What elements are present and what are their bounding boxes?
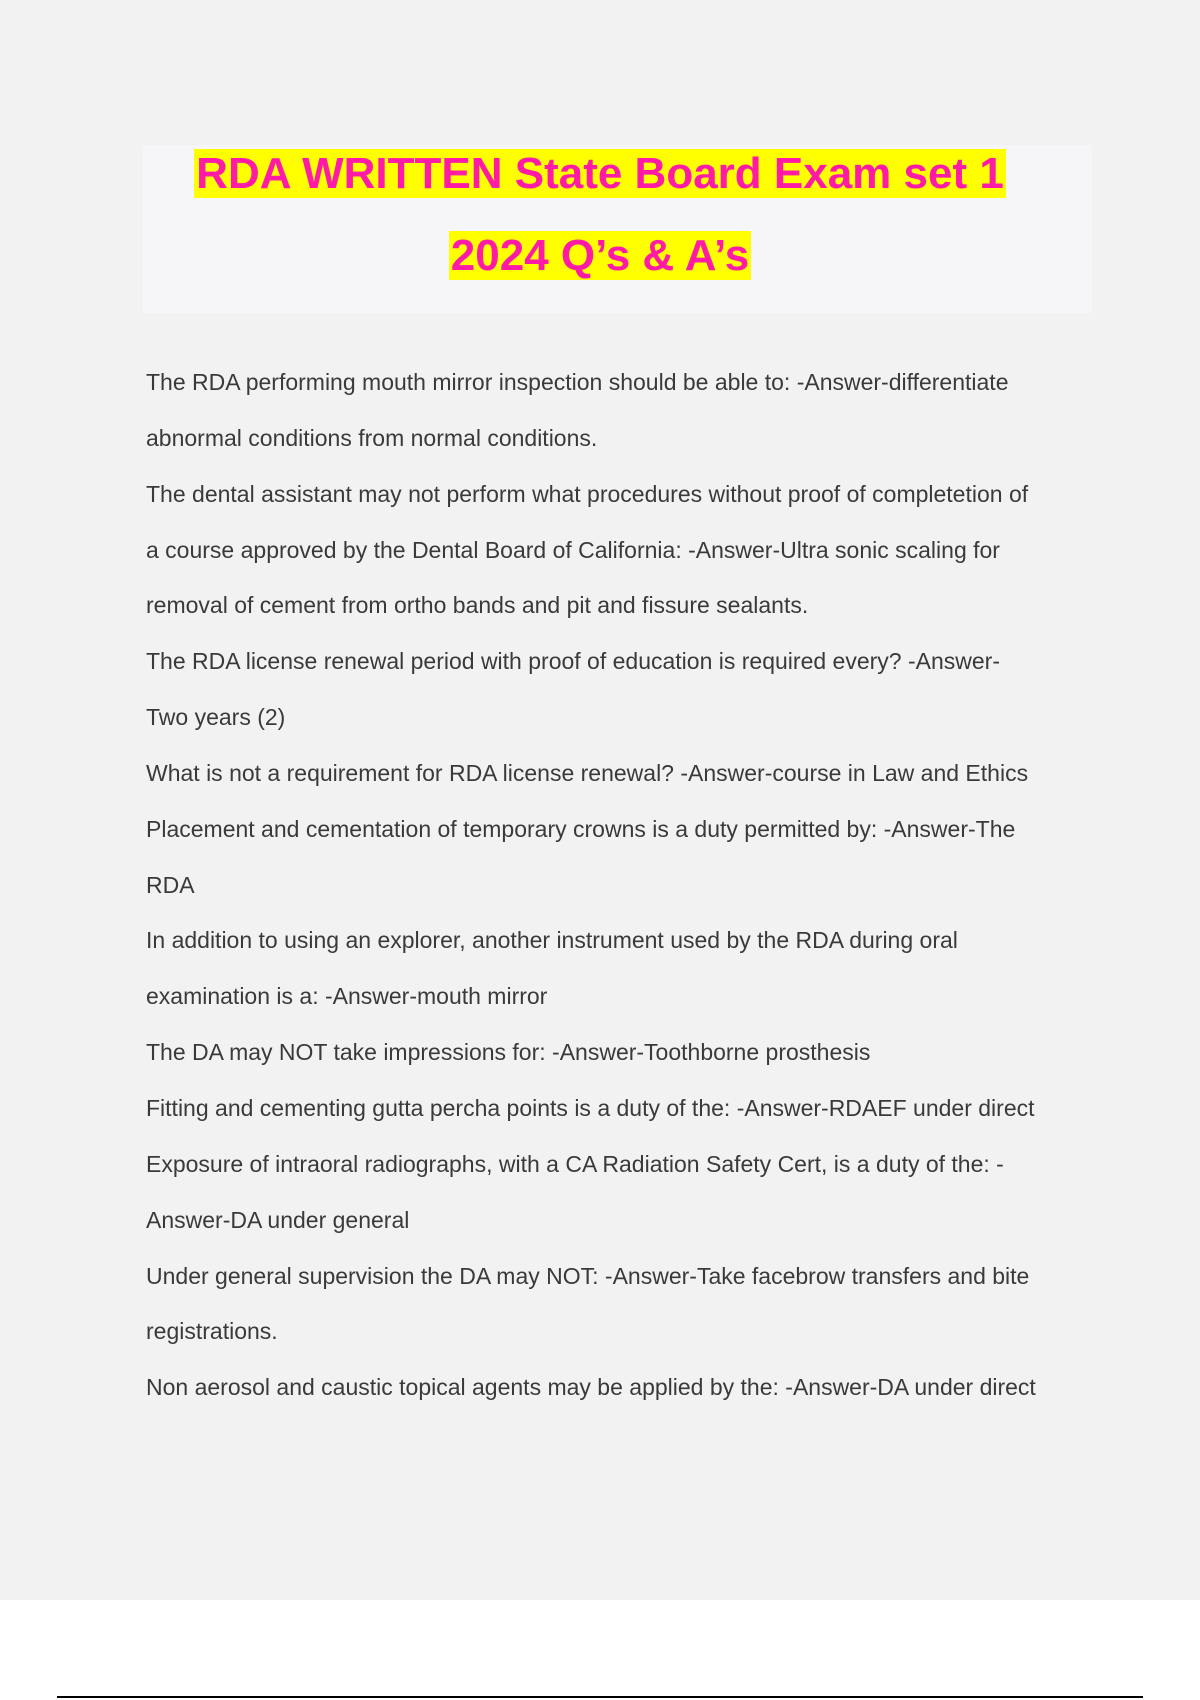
document-title-line-1 [0,148,1200,200]
text-line: Non aerosol and caustic topical agents may be applied by the: -Answer-DA under direct [146,1374,1036,1401]
text-line: What is not a requirement for RDA license renewal? -Answer-course in Law and Ethics [146,759,1029,786]
text-line: removal of cement from ortho bands and pit and fissure sealants. [146,592,809,619]
text-line: The RDA performing mouth mirror inspection should be able to: -Answer-differentiate [146,369,1009,395]
text-line: The RDA license renewal period with proof of education is required every? -Answer- [146,648,1000,675]
text-line: a course approved by the Dental Board of California: -Answer-Ultra sonic scaling for [146,536,1000,563]
document-title-line-2 [0,230,1200,282]
text-line: In addition to using an explorer, another instrument used by the RDA during oral [146,927,958,954]
text-line: RDA [146,871,195,898]
text-line: examination is a: -Answer-mouth mirror [146,983,548,1010]
text-line: Exposure of intraoral radiographs, with a CA Radiation Safety Cert, is a duty of the: - [146,1150,1004,1177]
text-line: Under general supervision the DA may NOT: -Answer-Take facebrow transfers and bite [146,1262,1030,1289]
footer-divider [57,1696,1143,1698]
text-line: The dental assistant may not perform what procedures without proof of completetion of [146,480,1029,507]
text-line: abnormal conditions from normal conditions. [146,424,598,451]
text-line: Placement and cementation of temporary crowns is a duty permitted by: -Answer-The [146,815,1016,842]
text-line: Fitting and cementing gutta percha points is a duty of the: -Answer-RDAEF under direct [146,1094,1035,1121]
text-line: Two years (2) [146,704,286,731]
qa-text-block [146,355,1096,1416]
text-line: The DA may NOT take impressions for: -Answer-Toothborne prosthesis [146,1039,871,1066]
text-line: Answer-DA under general [146,1206,410,1233]
title-highlight-2: 2024 Q’s & A’s [450,231,750,280]
text-line: registrations. [146,1318,278,1345]
title-highlight-1: RDA WRITTEN State Board Exam set 1 [196,149,1004,198]
